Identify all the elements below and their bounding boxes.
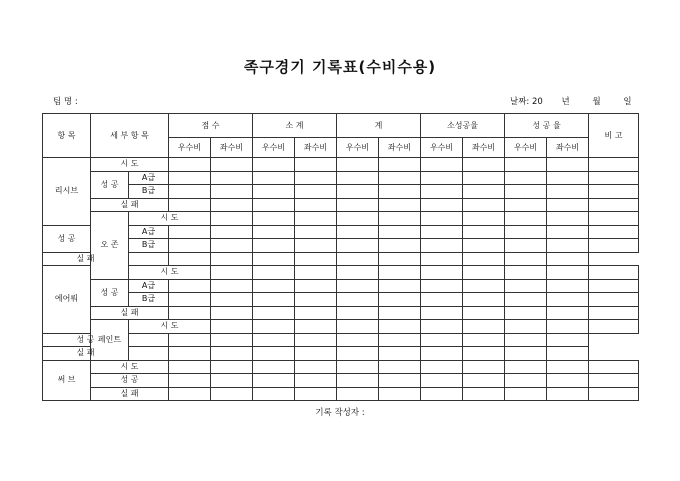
entry-cell[interactable] bbox=[295, 266, 337, 280]
entry-cell[interactable] bbox=[295, 374, 337, 388]
fail-label: 실 패 bbox=[91, 387, 169, 401]
entry-cell[interactable] bbox=[505, 333, 547, 347]
entry-cell[interactable] bbox=[211, 347, 253, 361]
entry-cell[interactable] bbox=[547, 266, 589, 280]
entry-cell[interactable] bbox=[379, 171, 421, 185]
entry-cell[interactable] bbox=[211, 225, 253, 239]
entry-cell[interactable] bbox=[463, 225, 505, 239]
subheader-left: 좌수비 bbox=[547, 138, 589, 158]
entry-cell[interactable] bbox=[463, 185, 505, 199]
entry-cell[interactable] bbox=[211, 333, 253, 347]
entry-cell[interactable] bbox=[589, 158, 639, 172]
entry-cell[interactable] bbox=[421, 198, 463, 212]
entry-cell[interactable] bbox=[589, 387, 639, 401]
entry-cell[interactable] bbox=[379, 252, 421, 266]
entry-cell[interactable] bbox=[211, 374, 253, 388]
entry-cell[interactable] bbox=[379, 333, 421, 347]
table-row bbox=[43, 347, 639, 361]
entry-cell[interactable] bbox=[505, 225, 547, 239]
table-row bbox=[43, 320, 639, 334]
entry-cell[interactable] bbox=[169, 225, 211, 239]
entry-cell[interactable] bbox=[295, 252, 337, 266]
entry-cell[interactable] bbox=[253, 212, 295, 226]
header-group-sub-success-rate: 소성공율 bbox=[421, 114, 505, 138]
entry-cell[interactable] bbox=[253, 293, 295, 307]
entry-cell[interactable] bbox=[547, 374, 589, 388]
entry-cell[interactable] bbox=[421, 347, 463, 361]
entry-cell[interactable] bbox=[589, 225, 639, 239]
entry-cell[interactable] bbox=[253, 225, 295, 239]
entry-cell[interactable] bbox=[379, 239, 421, 253]
fail-label: 실 패 bbox=[43, 252, 129, 266]
entry-cell[interactable] bbox=[463, 252, 505, 266]
entry-cell[interactable] bbox=[463, 374, 505, 388]
entry-cell[interactable] bbox=[337, 171, 379, 185]
team-name-label: 팀 명 : bbox=[53, 97, 78, 107]
entry-cell[interactable] bbox=[337, 374, 379, 388]
entry-cell[interactable] bbox=[421, 387, 463, 401]
entry-cell[interactable] bbox=[589, 239, 639, 253]
header-group-total: 계 bbox=[337, 114, 421, 138]
header-item: 항 목 bbox=[43, 114, 91, 158]
success-label: 성 공 bbox=[91, 374, 169, 388]
entry-cell[interactable] bbox=[421, 374, 463, 388]
entry-cell[interactable] bbox=[379, 387, 421, 401]
entry-cell[interactable] bbox=[547, 320, 589, 334]
entry-cell[interactable] bbox=[295, 185, 337, 199]
grade-b-label: B급 bbox=[129, 239, 169, 253]
entry-cell[interactable] bbox=[589, 293, 639, 307]
entry-cell[interactable] bbox=[463, 347, 505, 361]
entry-cell[interactable] bbox=[421, 306, 463, 320]
entry-cell[interactable] bbox=[421, 239, 463, 253]
entry-cell[interactable] bbox=[589, 374, 639, 388]
table-row bbox=[43, 225, 639, 239]
entry-cell[interactable] bbox=[379, 360, 421, 374]
entry-cell[interactable] bbox=[505, 306, 547, 320]
subheader-right: 우수비 bbox=[421, 138, 463, 158]
header-group-success-rate: 성 공 율 bbox=[505, 114, 589, 138]
entry-cell[interactable] bbox=[547, 212, 589, 226]
entry-cell[interactable] bbox=[211, 239, 253, 253]
entry-cell[interactable] bbox=[379, 320, 421, 334]
entry-cell[interactable] bbox=[379, 347, 421, 361]
entry-cell[interactable] bbox=[505, 198, 547, 212]
subheader-left: 좌수비 bbox=[379, 138, 421, 158]
entry-cell[interactable] bbox=[337, 252, 379, 266]
entry-cell[interactable] bbox=[169, 360, 211, 374]
entry-cell[interactable] bbox=[169, 387, 211, 401]
entry-cell[interactable] bbox=[211, 212, 253, 226]
subheader-left: 좌수비 bbox=[463, 138, 505, 158]
entry-cell[interactable] bbox=[505, 320, 547, 334]
entry-cell[interactable] bbox=[295, 306, 337, 320]
entry-cell[interactable] bbox=[169, 252, 211, 266]
entry-cell[interactable] bbox=[463, 212, 505, 226]
entry-cell[interactable] bbox=[421, 171, 463, 185]
fail-label: 실 패 bbox=[91, 306, 169, 320]
entry-cell[interactable] bbox=[463, 387, 505, 401]
entry-cell[interactable] bbox=[421, 320, 463, 334]
table-row bbox=[43, 198, 639, 212]
entry-cell[interactable] bbox=[505, 293, 547, 307]
grade-a-label: A급 bbox=[129, 279, 169, 293]
entry-cell[interactable] bbox=[169, 185, 211, 199]
entry-cell[interactable] bbox=[169, 239, 211, 253]
entry-cell[interactable] bbox=[295, 212, 337, 226]
entry-cell[interactable] bbox=[211, 252, 253, 266]
entry-cell[interactable] bbox=[129, 252, 169, 266]
grade-a-label: A급 bbox=[129, 171, 169, 185]
entry-cell[interactable] bbox=[169, 279, 211, 293]
entry-cell[interactable] bbox=[337, 185, 379, 199]
entry-cell[interactable] bbox=[253, 252, 295, 266]
entry-cell[interactable] bbox=[211, 158, 253, 172]
entry-cell[interactable] bbox=[337, 333, 379, 347]
entry-cell[interactable] bbox=[337, 347, 379, 361]
entry-cell[interactable] bbox=[463, 306, 505, 320]
entry-cell[interactable] bbox=[253, 198, 295, 212]
table-row bbox=[43, 266, 639, 280]
entry-cell[interactable] bbox=[463, 293, 505, 307]
entry-cell[interactable] bbox=[547, 347, 589, 361]
entry-cell[interactable] bbox=[253, 333, 295, 347]
entry-cell[interactable] bbox=[547, 306, 589, 320]
table-row bbox=[43, 279, 639, 293]
grade-b-label: B급 bbox=[129, 185, 169, 199]
entry-cell[interactable] bbox=[337, 225, 379, 239]
entry-cell[interactable] bbox=[505, 360, 547, 374]
entry-cell[interactable] bbox=[547, 279, 589, 293]
section-name: 오 존 bbox=[91, 212, 129, 280]
entry-cell[interactable] bbox=[211, 320, 253, 334]
entry-cell[interactable] bbox=[295, 158, 337, 172]
entry-cell[interactable] bbox=[253, 185, 295, 199]
entry-cell[interactable] bbox=[379, 198, 421, 212]
table-row bbox=[43, 333, 639, 347]
entry-cell[interactable] bbox=[211, 360, 253, 374]
entry-cell[interactable] bbox=[129, 347, 169, 361]
attempt-label: 시 도 bbox=[129, 266, 211, 280]
table-row bbox=[43, 185, 639, 199]
section-name: 써 브 bbox=[43, 360, 91, 401]
entry-cell[interactable] bbox=[589, 266, 639, 280]
entry-cell[interactable] bbox=[589, 306, 639, 320]
table-row bbox=[43, 171, 639, 185]
entry-cell[interactable] bbox=[505, 252, 547, 266]
entry-cell[interactable] bbox=[421, 360, 463, 374]
record-table bbox=[42, 113, 639, 401]
entry-cell[interactable] bbox=[211, 293, 253, 307]
success-label: 성 공 bbox=[43, 333, 129, 347]
entry-cell[interactable] bbox=[379, 266, 421, 280]
entry-cell[interactable] bbox=[421, 252, 463, 266]
entry-cell[interactable] bbox=[505, 266, 547, 280]
entry-cell[interactable] bbox=[421, 185, 463, 199]
entry-cell[interactable] bbox=[547, 333, 589, 347]
entry-cell[interactable] bbox=[547, 225, 589, 239]
entry-cell[interactable] bbox=[211, 266, 253, 280]
entry-cell[interactable] bbox=[337, 239, 379, 253]
entry-cell[interactable] bbox=[169, 198, 211, 212]
entry-cell[interactable] bbox=[547, 198, 589, 212]
entry-cell[interactable] bbox=[169, 171, 211, 185]
entry-cell[interactable] bbox=[379, 225, 421, 239]
entry-cell[interactable] bbox=[337, 293, 379, 307]
entry-cell[interactable] bbox=[589, 320, 639, 334]
entry-cell[interactable] bbox=[337, 198, 379, 212]
entry-cell[interactable] bbox=[379, 279, 421, 293]
subheader-right: 우수비 bbox=[253, 138, 295, 158]
entry-cell[interactable] bbox=[379, 306, 421, 320]
table-row bbox=[43, 158, 639, 172]
entry-cell[interactable] bbox=[169, 293, 211, 307]
entry-cell[interactable] bbox=[547, 293, 589, 307]
section-name: 에어뤄 bbox=[43, 266, 91, 334]
entry-cell[interactable] bbox=[547, 387, 589, 401]
entry-cell[interactable] bbox=[547, 185, 589, 199]
header-note: 비 고 bbox=[589, 114, 639, 158]
entry-cell[interactable] bbox=[295, 320, 337, 334]
attempt-label: 시 도 bbox=[129, 212, 211, 226]
entry-cell[interactable] bbox=[421, 225, 463, 239]
entry-cell[interactable] bbox=[463, 158, 505, 172]
date-line bbox=[510, 95, 632, 107]
entry-cell[interactable] bbox=[589, 212, 639, 226]
entry-cell[interactable] bbox=[295, 333, 337, 347]
entry-cell[interactable] bbox=[337, 279, 379, 293]
entry-cell[interactable] bbox=[295, 198, 337, 212]
date-month: 월 bbox=[592, 97, 601, 107]
grade-a-label: A급 bbox=[129, 225, 169, 239]
table-row bbox=[43, 239, 639, 253]
table-row bbox=[43, 252, 639, 266]
entry-cell[interactable] bbox=[505, 239, 547, 253]
entry-cell[interactable] bbox=[421, 212, 463, 226]
table-row bbox=[43, 374, 639, 388]
table-row bbox=[43, 387, 639, 401]
entry-cell[interactable] bbox=[337, 320, 379, 334]
entry-cell[interactable] bbox=[337, 212, 379, 226]
entry-cell[interactable] bbox=[169, 158, 211, 172]
entry-cell[interactable] bbox=[253, 360, 295, 374]
entry-cell[interactable] bbox=[253, 374, 295, 388]
entry-cell[interactable] bbox=[253, 239, 295, 253]
subheader-right: 우수비 bbox=[169, 138, 211, 158]
entry-cell[interactable] bbox=[547, 360, 589, 374]
entry-cell[interactable] bbox=[295, 347, 337, 361]
entry-cell[interactable] bbox=[211, 279, 253, 293]
entry-cell[interactable] bbox=[463, 198, 505, 212]
entry-cell[interactable] bbox=[547, 252, 589, 266]
entry-cell[interactable] bbox=[253, 266, 295, 280]
table-row bbox=[43, 360, 639, 374]
attempt-label: 시 도 bbox=[129, 320, 211, 334]
subheader-left: 좌수비 bbox=[211, 138, 253, 158]
table-row bbox=[43, 293, 639, 307]
entry-cell[interactable] bbox=[169, 306, 211, 320]
entry-cell[interactable] bbox=[421, 333, 463, 347]
entry-cell[interactable] bbox=[295, 171, 337, 185]
date-day: 일 bbox=[623, 97, 632, 107]
entry-cell[interactable] bbox=[337, 306, 379, 320]
grade-b-label: B급 bbox=[129, 293, 169, 307]
attempt-label: 시 도 bbox=[91, 158, 169, 172]
entry-cell[interactable] bbox=[211, 306, 253, 320]
entry-cell[interactable] bbox=[253, 306, 295, 320]
entry-cell[interactable] bbox=[505, 171, 547, 185]
entry-cell[interactable] bbox=[253, 171, 295, 185]
entry-cell[interactable] bbox=[589, 279, 639, 293]
entry-cell[interactable] bbox=[421, 279, 463, 293]
entry-cell[interactable] bbox=[211, 185, 253, 199]
entry-cell[interactable] bbox=[421, 158, 463, 172]
entry-cell[interactable] bbox=[295, 239, 337, 253]
date-year: 년 bbox=[561, 97, 570, 107]
entry-cell[interactable] bbox=[295, 225, 337, 239]
entry-cell[interactable] bbox=[295, 293, 337, 307]
entry-cell[interactable] bbox=[295, 387, 337, 401]
subheader-right: 우수비 bbox=[337, 138, 379, 158]
subheader-right: 우수비 bbox=[505, 138, 547, 158]
entry-cell[interactable] bbox=[505, 279, 547, 293]
entry-cell[interactable] bbox=[253, 279, 295, 293]
table-row bbox=[43, 212, 639, 226]
entry-cell[interactable] bbox=[169, 374, 211, 388]
entry-cell[interactable] bbox=[337, 360, 379, 374]
table-row bbox=[43, 306, 639, 320]
entry-cell[interactable] bbox=[463, 360, 505, 374]
entry-cell[interactable] bbox=[379, 374, 421, 388]
entry-cell[interactable] bbox=[589, 360, 639, 374]
entry-cell[interactable] bbox=[421, 266, 463, 280]
entry-cell[interactable] bbox=[379, 158, 421, 172]
entry-cell[interactable] bbox=[505, 185, 547, 199]
entry-cell[interactable] bbox=[379, 293, 421, 307]
header-group-score: 점 수 bbox=[169, 114, 253, 138]
entry-cell[interactable] bbox=[379, 212, 421, 226]
entry-cell[interactable] bbox=[337, 387, 379, 401]
entry-cell[interactable] bbox=[379, 185, 421, 199]
entry-cell[interactable] bbox=[129, 333, 169, 347]
entry-cell[interactable] bbox=[253, 320, 295, 334]
entry-cell[interactable] bbox=[337, 158, 379, 172]
section-name: 페인트 bbox=[91, 320, 129, 361]
fail-label: 실 패 bbox=[43, 347, 129, 361]
fail-label: 실 패 bbox=[91, 198, 169, 212]
entry-cell[interactable] bbox=[211, 171, 253, 185]
entry-cell[interactable] bbox=[253, 158, 295, 172]
success-label: 성 공 bbox=[43, 225, 91, 252]
entry-cell[interactable] bbox=[463, 171, 505, 185]
subheader-left: 좌수비 bbox=[295, 138, 337, 158]
success-label: 성 공 bbox=[91, 171, 129, 198]
date-prefix: 날짜: 20 bbox=[510, 97, 543, 107]
entry-cell[interactable] bbox=[169, 347, 211, 361]
entry-cell[interactable] bbox=[547, 171, 589, 185]
attempt-label: 시 도 bbox=[91, 360, 169, 374]
header-group-subtotal: 소 계 bbox=[253, 114, 337, 138]
header-detail: 세 부 항 목 bbox=[91, 114, 169, 158]
entry-cell[interactable] bbox=[505, 387, 547, 401]
entry-cell[interactable] bbox=[463, 266, 505, 280]
success-label: 성 공 bbox=[91, 279, 129, 306]
entry-cell[interactable] bbox=[463, 279, 505, 293]
entry-cell[interactable] bbox=[589, 185, 639, 199]
entry-cell[interactable] bbox=[547, 239, 589, 253]
entry-cell[interactable] bbox=[211, 198, 253, 212]
entry-cell[interactable] bbox=[421, 293, 463, 307]
entry-cell[interactable] bbox=[169, 333, 211, 347]
entry-cell[interactable] bbox=[505, 212, 547, 226]
entry-cell[interactable] bbox=[589, 198, 639, 212]
entry-cell[interactable] bbox=[589, 171, 639, 185]
entry-cell[interactable] bbox=[505, 347, 547, 361]
entry-cell[interactable] bbox=[253, 347, 295, 361]
recorder-label: 기록 작성자 : bbox=[315, 408, 365, 418]
section-name: 리시브 bbox=[43, 158, 91, 226]
entry-cell[interactable] bbox=[337, 266, 379, 280]
entry-cell[interactable] bbox=[295, 279, 337, 293]
entry-cell[interactable] bbox=[505, 158, 547, 172]
entry-cell[interactable] bbox=[211, 387, 253, 401]
entry-cell[interactable] bbox=[253, 387, 295, 401]
entry-cell[interactable] bbox=[505, 374, 547, 388]
entry-cell[interactable] bbox=[463, 320, 505, 334]
entry-cell[interactable] bbox=[463, 333, 505, 347]
page-title: 족구경기 기록표(수비수용) bbox=[243, 58, 437, 76]
entry-cell[interactable] bbox=[295, 360, 337, 374]
entry-cell[interactable] bbox=[463, 239, 505, 253]
entry-cell[interactable] bbox=[547, 158, 589, 172]
